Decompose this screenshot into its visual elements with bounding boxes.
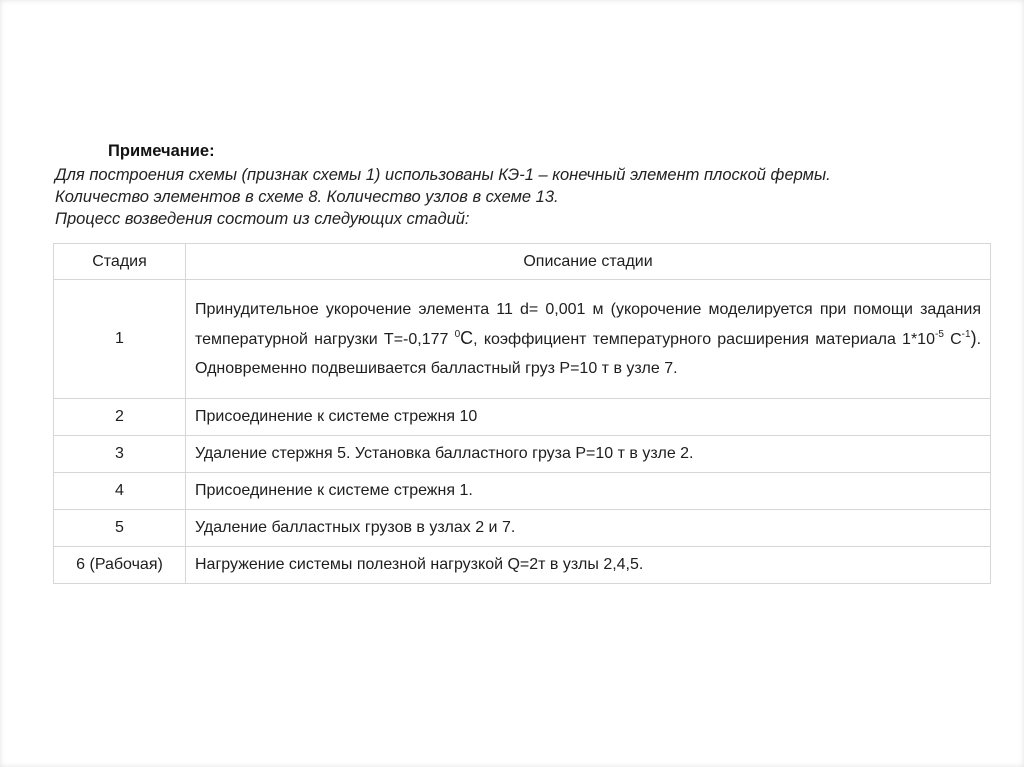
table-row [54,436,991,473]
desc-text: С [943,331,962,348]
note-title: Примечание: [108,142,215,160]
stage-cell: 3 [54,436,186,473]
table-header-row [54,244,991,280]
header-stage: Стадия [54,244,186,280]
celsius-symbol: C [460,328,474,348]
note-text [55,164,985,230]
table-row [54,473,991,510]
description-cell: Удаление балластных грузов в узлах 2 и 7. [186,510,991,547]
stage-cell: 2 [54,399,186,436]
table-row [54,547,991,584]
close-paren: ) [970,328,977,348]
stage-cell: 1 [54,280,186,399]
note-line: Процесс возведения состоит из следующих стадий: [55,210,470,228]
description-cell: Присоединение к системе стрежня 10 [186,399,991,436]
note-line: Для построения схемы (признак схемы 1) использованы КЭ-1 – конечный элемент плоской фермы. [55,166,831,184]
description-cell: Нагружение системы полезной нагрузкой Q=2т в узлы 2,4,5. [186,547,991,584]
desc-text: Принудительное укорочение элемента 11 d= 0,001 м (укорочение моделируется при помощи задания температурной нагрузки T=-0,177 [195,301,981,348]
desc-text: . Одновременно подвешивается балластный груз P=10 т в узле 7. [195,331,982,377]
stages-table [53,243,991,584]
table-row [54,510,991,547]
stage-cell: 4 [54,473,186,510]
stage-cell: 6 (Рабочая) [54,547,186,584]
desc-text: , коэффициент температурного расширения материала 1*10 [473,331,935,348]
table-row [54,280,991,399]
stage-cell: 5 [54,510,186,547]
note-line: Количество элементов в схеме 8. Количество узлов в схеме 13. [55,188,559,206]
description-cell: Присоединение к системе стрежня 1. [186,473,991,510]
header-description: Описание стадии [186,244,991,280]
description-cell: Удаление стержня 5. Установка балластного груза P=10 т в узле 2. [186,436,991,473]
degree-superscript: 0 [454,329,461,340]
inverse-superscript: -1 [961,329,971,340]
description-cell [186,280,991,399]
table-row [54,399,991,436]
exponent-superscript: -5 [934,329,944,340]
